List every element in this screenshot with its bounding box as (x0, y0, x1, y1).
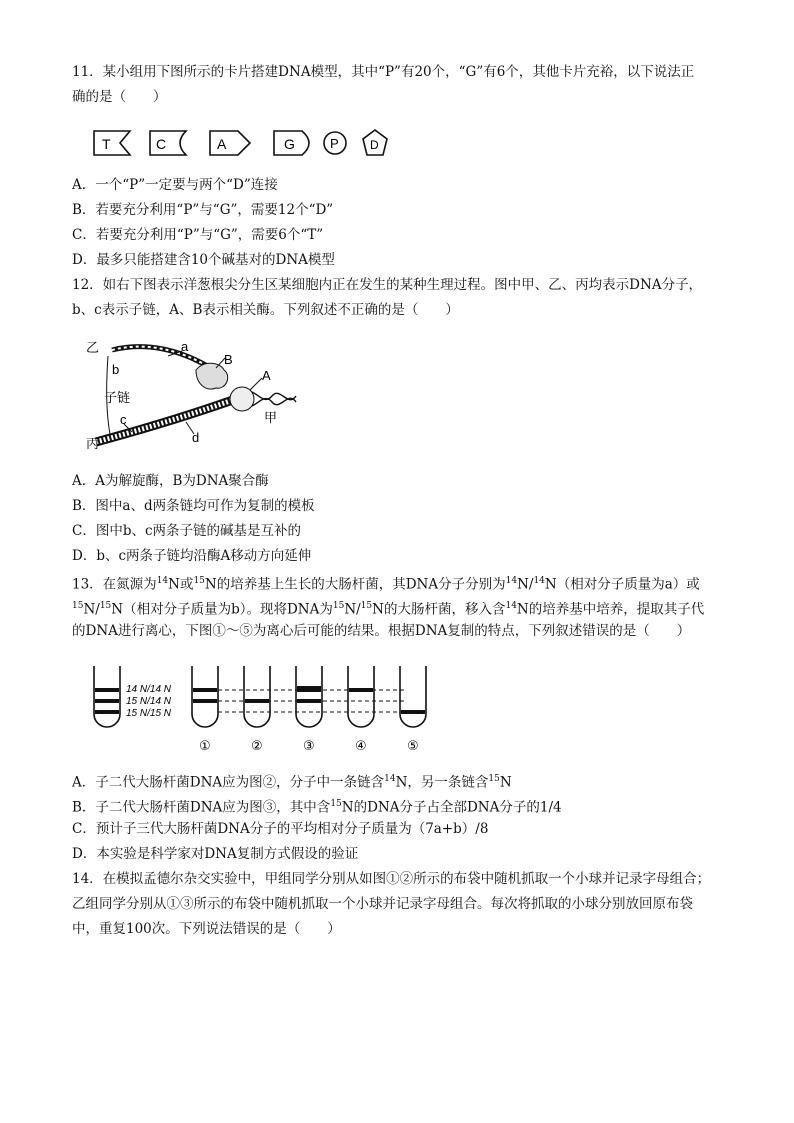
q13-option-c: C．预计子三代大肠杆菌DNA分子的平均相对分子质量为（7a+b）/8 (72, 821, 489, 837)
label-zilian: 子链 (104, 390, 131, 405)
q12-stem-line2: b、c表示子链，A、B表示相关酶。下列叙述不正确的是（ ） (72, 302, 459, 318)
card-T (94, 131, 130, 155)
q14-stem-line2: 乙组同学分别从①③所示的布袋中随机抓取一个小球并记录字母组合。每次将抓取的小球分别放回原布袋 (72, 896, 693, 912)
q12-option-b: B．图中a、d两条链均可作为复制的模板 (72, 498, 315, 514)
svg-text:T: T (102, 136, 111, 152)
card-A (210, 131, 250, 155)
svg-text:A: A (217, 136, 227, 152)
card-G (274, 131, 309, 155)
q11-option-b: B．若要充分利用“P”与“G”，需要12个“D” (72, 202, 334, 218)
label-yi: 乙 (86, 340, 100, 355)
tube-number-3: ③ (303, 738, 315, 753)
q11-option-a: A．一个“P”一定要与两个“D”连接 (72, 177, 278, 193)
tube-number-1: ① (199, 738, 211, 753)
band-label-15-14: 15 N/14 N (126, 696, 172, 707)
tube-4 (348, 666, 374, 727)
svg-text:C: C (156, 136, 167, 152)
q13-stem-line1: 13．在氮源为$^{14}$N或$^{15}$N的培养基上生长的大肠杆菌，其DNA分子分别为$^{14}$N/$^{14}$N（相对分子质量为a）或 (72, 576, 700, 593)
band-label-15-15: 15 N/15 N (126, 708, 172, 719)
centrifuge-tubes-figure (86, 662, 446, 754)
svg-text:D: D (370, 138, 379, 152)
tube-number-2: ② (251, 738, 263, 753)
label-bing: 丙 (86, 436, 100, 451)
q12-option-c: C．图中b、c两条子链的碱基是互补的 (72, 523, 302, 539)
card-D (363, 130, 387, 155)
q12-option-a: A．A为解旋酶，B为DNA聚合酶 (72, 473, 269, 489)
label-a: a (181, 339, 189, 354)
q12-stem-line1: 12．如右下图表示洋葱根尖分生区某细胞内正在发生的某种生理过程。图中甲、乙、丙均表示DNA分子， (72, 277, 703, 293)
q11-stem-line2: 确的是（ ） (72, 89, 167, 105)
band-label-14-14: 14 N/14 N (126, 684, 172, 695)
q14-stem-line3: 中，重复100次。下列说法错误的是（ ） (72, 921, 341, 937)
q13-stem-line2: $^{15}$N/$^{15}$N（相对分子质量为b）。现将DNA为$^{15}$N/$^{15}$N的大肠杆菌，移入含$^{14}$N的培养基中培养，提取其子代 (72, 601, 705, 618)
svg-text:G: G (284, 136, 295, 152)
tube-2 (244, 666, 270, 727)
q14-stem-line1: 14．在模拟孟德尔杂交实验中，甲组同学分别从如图①②所示的布袋中随机抓取一个小球并记录字母组合； (72, 871, 711, 887)
q11-option-d: D．最多只能搭建含10个碱基对的DNA模型 (72, 252, 335, 268)
svg-text:P: P (330, 136, 339, 151)
reference-tube (94, 666, 120, 727)
tube-number-4: ④ (355, 738, 367, 753)
card-P (324, 132, 346, 154)
q13-option-b: B．子二代大肠杆菌DNA应为图③，其中含$^{15}$N的DNA分子占全部DNA分子的1/4 (72, 799, 562, 816)
q13-option-a: A．子二代大肠杆菌DNA应为图②，分子中一条链含$^{14}$N，另一条链含$^{15}$N (72, 774, 512, 791)
tube-1 (192, 666, 218, 727)
q11-option-c: C．若要充分利用“P”与“G”，需要6个“T” (72, 227, 324, 243)
q12-option-d: D．b、c两条子链均沿酶A移动方向延伸 (72, 548, 312, 564)
label-c: c (120, 412, 127, 427)
dna-replication-figure (84, 334, 304, 456)
card-C (150, 131, 186, 155)
label-A: A (262, 368, 271, 383)
q11-card-figure (90, 126, 400, 162)
label-B: B (224, 352, 233, 367)
label-jia: 甲 (264, 410, 278, 425)
q11-stem-line1: 11．某小组用下图所示的卡片搭建DNA模型，其中“P”有20个，“G”有6个，其他卡片充裕，以下说法正 (72, 64, 695, 80)
label-b: b (112, 362, 120, 377)
label-d: d (192, 430, 200, 445)
q13-option-d: D．本实验是科学家对DNA复制方式假设的验证 (72, 846, 359, 862)
tube-5 (400, 666, 426, 727)
tube-3 (296, 666, 322, 727)
q13-stem-line3: 的DNA进行离心，下图①～⑤为离心后可能的结果。根据DNA复制的特点，下列叙述错误的是（ ） (72, 623, 691, 639)
tube-number-5: ⑤ (407, 738, 419, 753)
